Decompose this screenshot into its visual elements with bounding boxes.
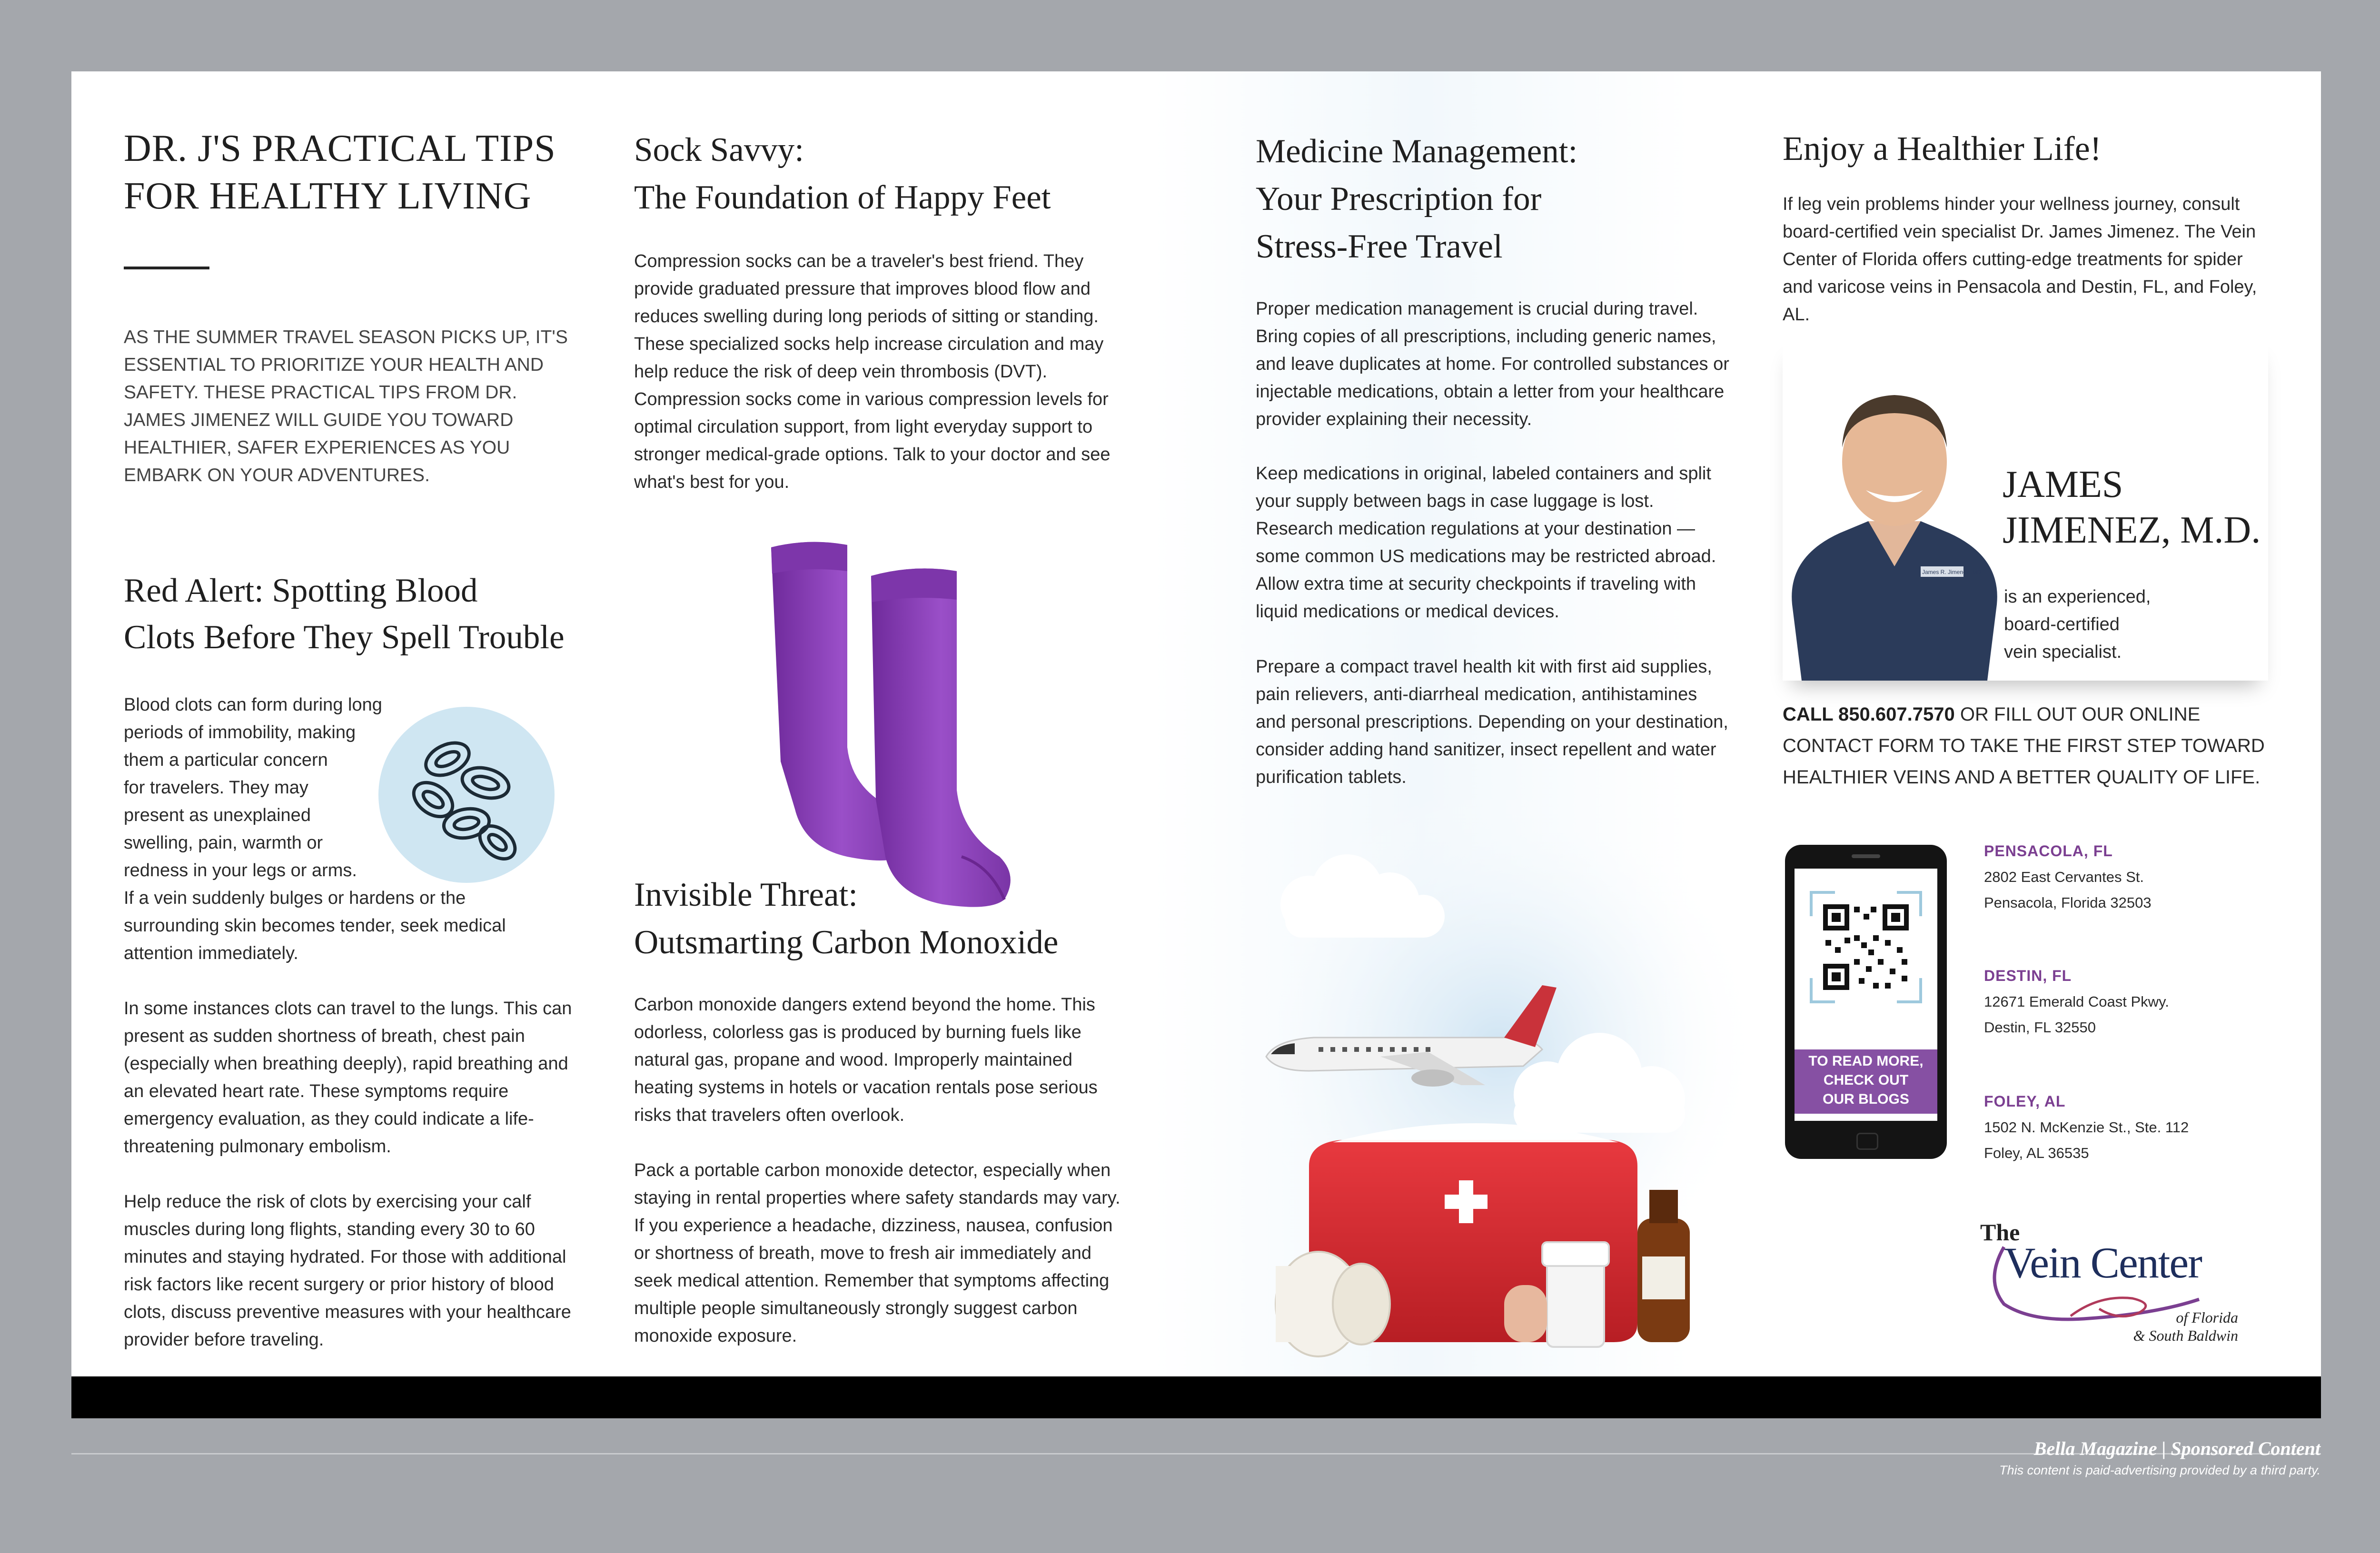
call-rest: OR FILL OUT OUR ONLINE CONTACT FORM TO TAKE THE FIRST STEP TOWARD HEALTHIER VEINS AND A BETTER QUALITY OF LIFE.: [1783, 704, 2265, 788]
para-line: periods of immobility, making: [124, 722, 356, 742]
para-line: redness in your legs or arms.: [124, 861, 357, 880]
healthier-life-heading: Enjoy a Healthier Life!: [1783, 129, 2102, 168]
blood-clots-heading-line-2: Clots Before They Spell Trouble: [124, 619, 565, 656]
doctor-name: [2003, 462, 2261, 553]
blood-cells-icon: [376, 704, 557, 885]
phone-speaker: [1852, 854, 1880, 858]
blood-clots-para-3: Help reduce the risk of clots by exercising your calf muscles during long flights, standing every 30 to 60 minutes and staying hydrated. For those with additional risk factors like recent surgery or prior history of blood clots, discuss preventive measures with your healthcare provider before traveling.: [124, 1192, 571, 1350]
medicine-para-3: Prepare a compact travel health kit with first aid supplies, pain relievers, anti-diarrheal medication, antihistamines and personal prescriptions. Depending on your destination, consider adding hand sanitizer, insect repellent and water purification tablets.: [1256, 657, 1728, 787]
blog-banner[interactable]: [1795, 1049, 1937, 1114]
page-title-line-2: FOR HEALTHY LIVING: [124, 175, 532, 217]
compression-socks-image: [752, 524, 1019, 928]
doctor-photo: [1783, 357, 2006, 681]
call-phone[interactable]: CALL 850.607.7570: [1783, 704, 1955, 725]
location-address: 12671 Emerald Coast Pkwy.: [1984, 993, 2169, 1010]
logo-sub-1: of Florida: [2176, 1309, 2238, 1326]
carbon-monoxide-para-2: Pack a portable carbon monoxide detector, especially when staying in rental properties where safety standards may vary. If you experience a headache, dizziness, nausea, confusion or shortness of breath, move to fresh air immediately and seek medical attention. Remember that symptoms affecting multiple people simultaneously strongly suggest carbon monoxide exposure.: [634, 1160, 1121, 1346]
phone-screen: [1795, 869, 1937, 1121]
travel-health-illustration: [1238, 800, 1761, 1371]
doctor-desc-line: board-certified: [2004, 614, 2120, 634]
doctor-panel: [1783, 338, 2268, 681]
location-foley: [1984, 1093, 2279, 1162]
location-address: Foley, AL 36535: [1984, 1145, 2089, 1161]
medicine-heading-line-3: Stress-Free Travel: [1256, 228, 1503, 265]
para-line: Blood clots can form during long: [124, 695, 382, 715]
doctor-name-line-2: JIMENEZ, M.D.: [2003, 509, 2261, 551]
para-line: swelling, pain, warmth or: [124, 833, 323, 853]
location-address: Destin, FL 32550: [1984, 1019, 2096, 1036]
bandage-image: [1276, 1252, 1390, 1356]
location-city: DESTIN, FL: [1984, 967, 2072, 984]
healthier-life-intro: If leg vein problems hinder your wellness journey, consult board-certified vein specialist Dr. James Jimenez. The Vein Center of Florida offers cutting-edge treatments for spider and varicose veins in Pensacola and Destin, FL, and Foley, AL.: [1783, 194, 2257, 325]
carbon-monoxide-heading: [634, 871, 1058, 966]
medicine-heading-line-1: Medicine Management:: [1256, 133, 1578, 170]
medicine-heading-line-2: Your Prescription for: [1256, 180, 1542, 218]
blood-clots-para-2: In some instances clots can travel to the lungs. This can present as sudden shortness of breath, chest pain (especially when breathing deeply), rapid breathing and an elevated heart rate. These symptoms require emergency evaluation, as they could indicate a life-threatening pulmonary embolism.: [124, 999, 572, 1157]
blood-clots-heading-line-1: Red Alert: Spotting Blood: [124, 572, 478, 609]
location-city: PENSACOLA, FL: [1984, 842, 2113, 860]
phone-home-button: [1856, 1133, 1878, 1150]
doctor-badge-text: James R. Jimenez, MD: [1922, 569, 1982, 575]
title-divider: [124, 267, 209, 269]
logo-the: The: [1980, 1219, 2020, 1246]
medicine-para-1: Proper medication management is crucial during travel. Bring copies of all prescriptions, including generic names, and leave duplicates at home. For controlled substances or injectable medications, obtain a letter from your healthcare provider explaining their necessity.: [1256, 299, 1729, 429]
location-address: 2802 East Cervantes St.: [1984, 869, 2144, 885]
carbon-monoxide-heading-line-2: Outsmarting Carbon Monoxide: [634, 924, 1059, 961]
medicine-para-2: Keep medications in original, labeled containers and split your supply between bags in case luggage is lost. Research medication regulations at your destination — some common US medications may be restricted abroad. Allow extra time at security checkpoints if traveling with liquid medications or medical devices.: [1256, 464, 1716, 622]
blog-banner-line: OUR BLOGS: [1823, 1091, 1909, 1107]
doctor-description: [2004, 583, 2242, 666]
logo-sub-2: & South Baldwin: [2133, 1327, 2238, 1344]
footer-note: This content is paid-advertising provided by a third party.: [1999, 1463, 2320, 1477]
page-title-line-1: DR. J'S PRACTICAL TIPS: [124, 128, 556, 169]
carbon-monoxide-para-1: Carbon monoxide dangers extend beyond the home. This odorless, colorless gas is produced by burning fuels like natural gas, propane and wood. Improperly maintained heating systems in hotels or vacation rentals pose serious risks that travelers often overlook.: [634, 995, 1098, 1125]
call-to-action: [1783, 699, 2287, 793]
bottom-bar: [71, 1376, 2321, 1418]
logo-name: Vein Center: [2004, 1238, 2202, 1287]
para-line: present as unexplained: [124, 805, 311, 825]
qr-code-icon: [1806, 888, 1925, 1007]
location-address: 1502 N. McKenzie St., Ste. 112: [1984, 1119, 2189, 1136]
blood-clots-heading: [124, 567, 565, 661]
location-city: FOLEY, AL: [1984, 1093, 2066, 1110]
footer-title: Bella Magazine | Sponsored Content: [2033, 1438, 2320, 1459]
footer-rule: [71, 1453, 2321, 1454]
doctor-desc-line: is an experienced,: [2004, 587, 2151, 607]
blog-banner-line: CHECK OUT: [1823, 1072, 1909, 1088]
sock-savvy-para: Compression socks can be a traveler's best friend. They provide graduated pressure that improves blood flow and reduces swelling during long periods of sitting or standing. These specialized socks help increase circulation and may help reduce the risk of deep vein thrombosis (DVT). Compression socks come in various compression levels for optimal circulation support, from light everyday support to stronger medical-grade options. Talk to your doctor and see what's best for you.: [634, 251, 1111, 492]
doctor-name-line-1: JAMES: [2003, 464, 2123, 505]
para-line: them a particular concern: [124, 750, 328, 770]
page-title: [124, 125, 556, 220]
location-pensacola: [1984, 842, 2270, 911]
sock-savvy-heading: [634, 126, 1051, 221]
vein-center-logo: [1975, 1218, 2242, 1361]
location-destin: [1984, 967, 2270, 1036]
sock-savvy-heading-line-2: The Foundation of Happy Feet: [634, 179, 1051, 216]
magazine-spread: [71, 71, 2321, 1418]
blood-clots-para-1-rest: If a vein suddenly bulges or hardens or the surrounding skin becomes tender, seek medical attention immediately.: [124, 888, 506, 963]
carbon-monoxide-heading-line-1: Invisible Threat:: [634, 876, 858, 913]
doctor-desc-line: vein specialist.: [2004, 642, 2122, 662]
location-address: Pensacola, Florida 32503: [1984, 894, 2152, 911]
sock-savvy-heading-line-1: Sock Savvy:: [634, 131, 804, 168]
phone-qr-image[interactable]: [1785, 845, 1947, 1159]
medicine-management-heading: [1256, 128, 1577, 270]
para-line: for travelers. They may: [124, 778, 308, 798]
blog-banner-line: TO READ MORE,: [1808, 1053, 1924, 1069]
intro-text: AS THE SUMMER TRAVEL SEASON PICKS UP, IT'S ESSENTIAL TO PRIORITIZE YOUR HEALTH AND SAFETY. THESE PRACTICAL TIPS FROM DR. JAMES JIMENEZ WILL GUIDE YOU TOWARD HEALTHIER, SAFER EXPERIENCES AS YOU EMBARK ON YOUR ADVENTURES.: [124, 327, 568, 485]
